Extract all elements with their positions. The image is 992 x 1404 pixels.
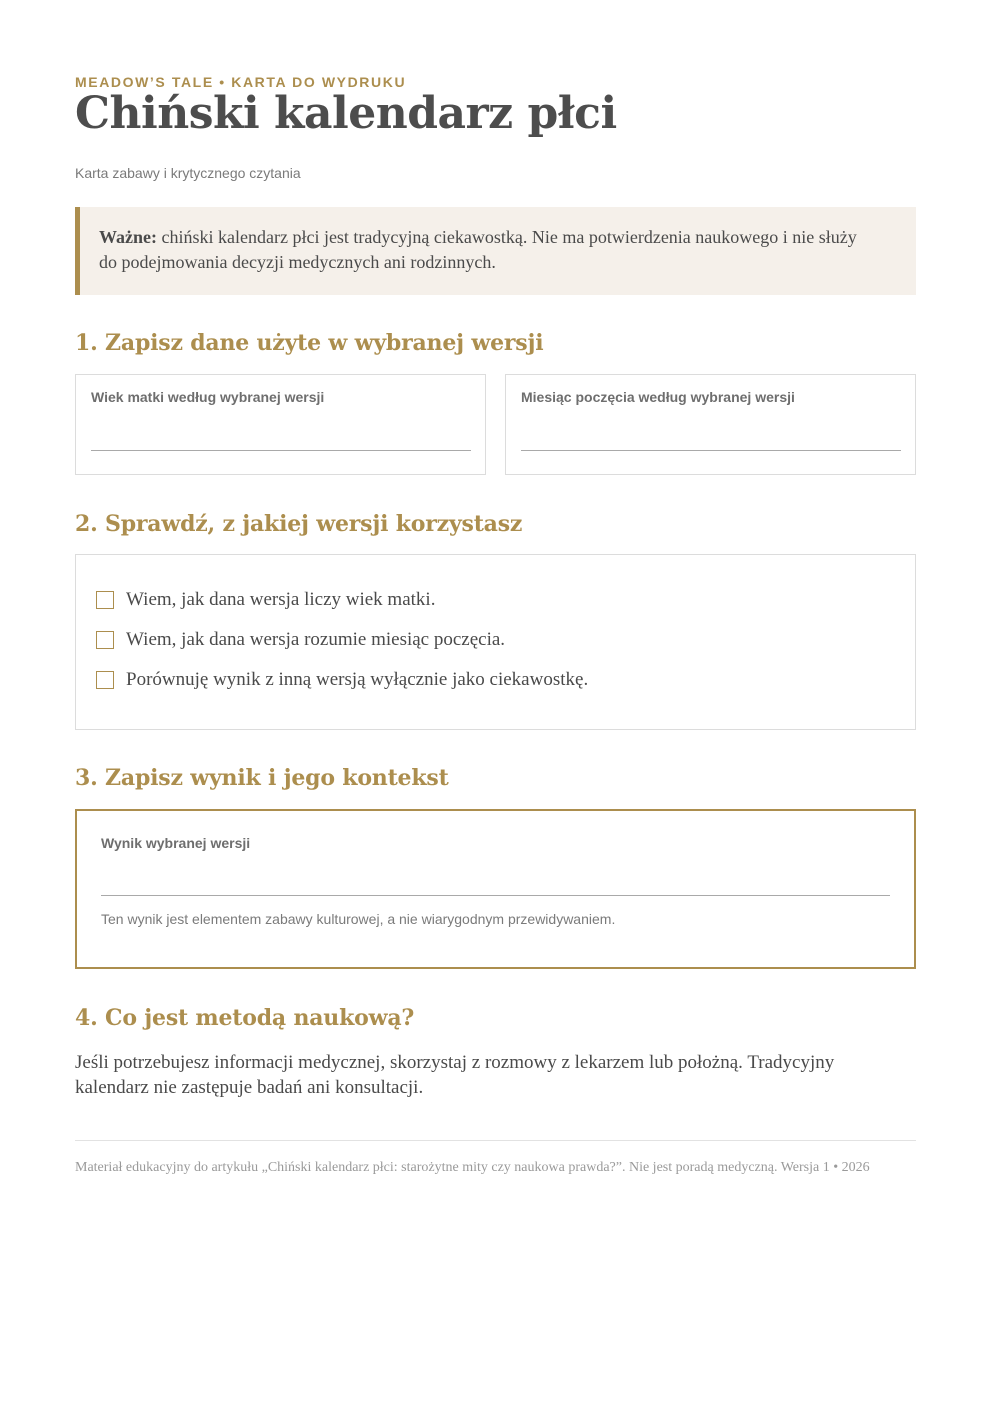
mother-age-field[interactable] xyxy=(75,374,486,475)
checklist-item[interactable] xyxy=(96,628,505,652)
checkbox[interactable] xyxy=(96,671,114,689)
mother-age-label: Wiek matki według wybranej wersji xyxy=(91,389,325,405)
notice-label: Ważne: xyxy=(99,227,157,247)
brand-eyebrow: MEADOW’S TALE • KARTA DO WYDRUKU xyxy=(75,74,407,90)
page-title: Chiński kalendarz płci xyxy=(75,88,617,139)
footer-text: Materiał edukacyjny do artykułu „Chiński kalendarz płci: starożytne mity czy naukowa prawda?”. Nie jest poradą medyczną. Wersja 1 • 2026 xyxy=(75,1160,870,1175)
notice-text: chiński kalendarz płci jest tradycyjną ciekawostką. Nie ma potwierdzenia naukowego i nie służy do podejmowania decyzji medycznych ani rodzinnych. xyxy=(99,227,857,272)
footer-divider xyxy=(75,1140,916,1141)
page-subtitle: Karta zabawy i krytycznego czytania xyxy=(75,165,301,181)
version-checklist xyxy=(75,554,916,730)
checklist-item[interactable] xyxy=(96,588,435,612)
section-4-text: Jeśli potrzebujesz informacji medycznej, skorzystaj z rozmowy z lekarzem lub położną. Tradycyjny kalendarz nie zastępuje badań ani konsultacji. xyxy=(75,1052,835,1098)
section-1-title: 1. Zapisz dane użyte w wybranej wersji xyxy=(75,330,544,356)
checklist-item-label: Wiem, jak dana wersja rozumie miesiąc poczęcia. xyxy=(126,629,506,650)
checklist-item-label: Wiem, jak dana wersja liczy wiek matki. xyxy=(126,589,436,610)
checklist-item-label: Porównuję wynik z inną wersją wyłącznie jako ciekawostkę. xyxy=(126,669,589,690)
section-4-title: 4. Co jest metodą naukową? xyxy=(75,1005,415,1031)
conception-month-label: Miesiąc poczęcia według wybranej wersji xyxy=(521,389,795,405)
section-2-title: 2. Sprawdź, z jakiej wersji korzystasz xyxy=(75,511,523,537)
checkbox[interactable] xyxy=(96,591,114,609)
mother-age-write-line[interactable] xyxy=(91,450,471,451)
conception-month-field[interactable] xyxy=(505,374,916,475)
result-box xyxy=(75,809,916,969)
section-3-title: 3. Zapisz wynik i jego kontekst xyxy=(75,765,449,791)
checkbox[interactable] xyxy=(96,631,114,649)
result-write-line[interactable] xyxy=(101,895,890,896)
result-label: Wynik wybranej wersji xyxy=(101,835,251,851)
result-note: Ten wynik jest elementem zabawy kulturowej, a nie wiarygodnym przewidywaniem. xyxy=(101,911,616,927)
conception-month-write-line[interactable] xyxy=(521,450,901,451)
important-notice xyxy=(75,207,916,295)
checklist-item[interactable] xyxy=(96,668,588,692)
